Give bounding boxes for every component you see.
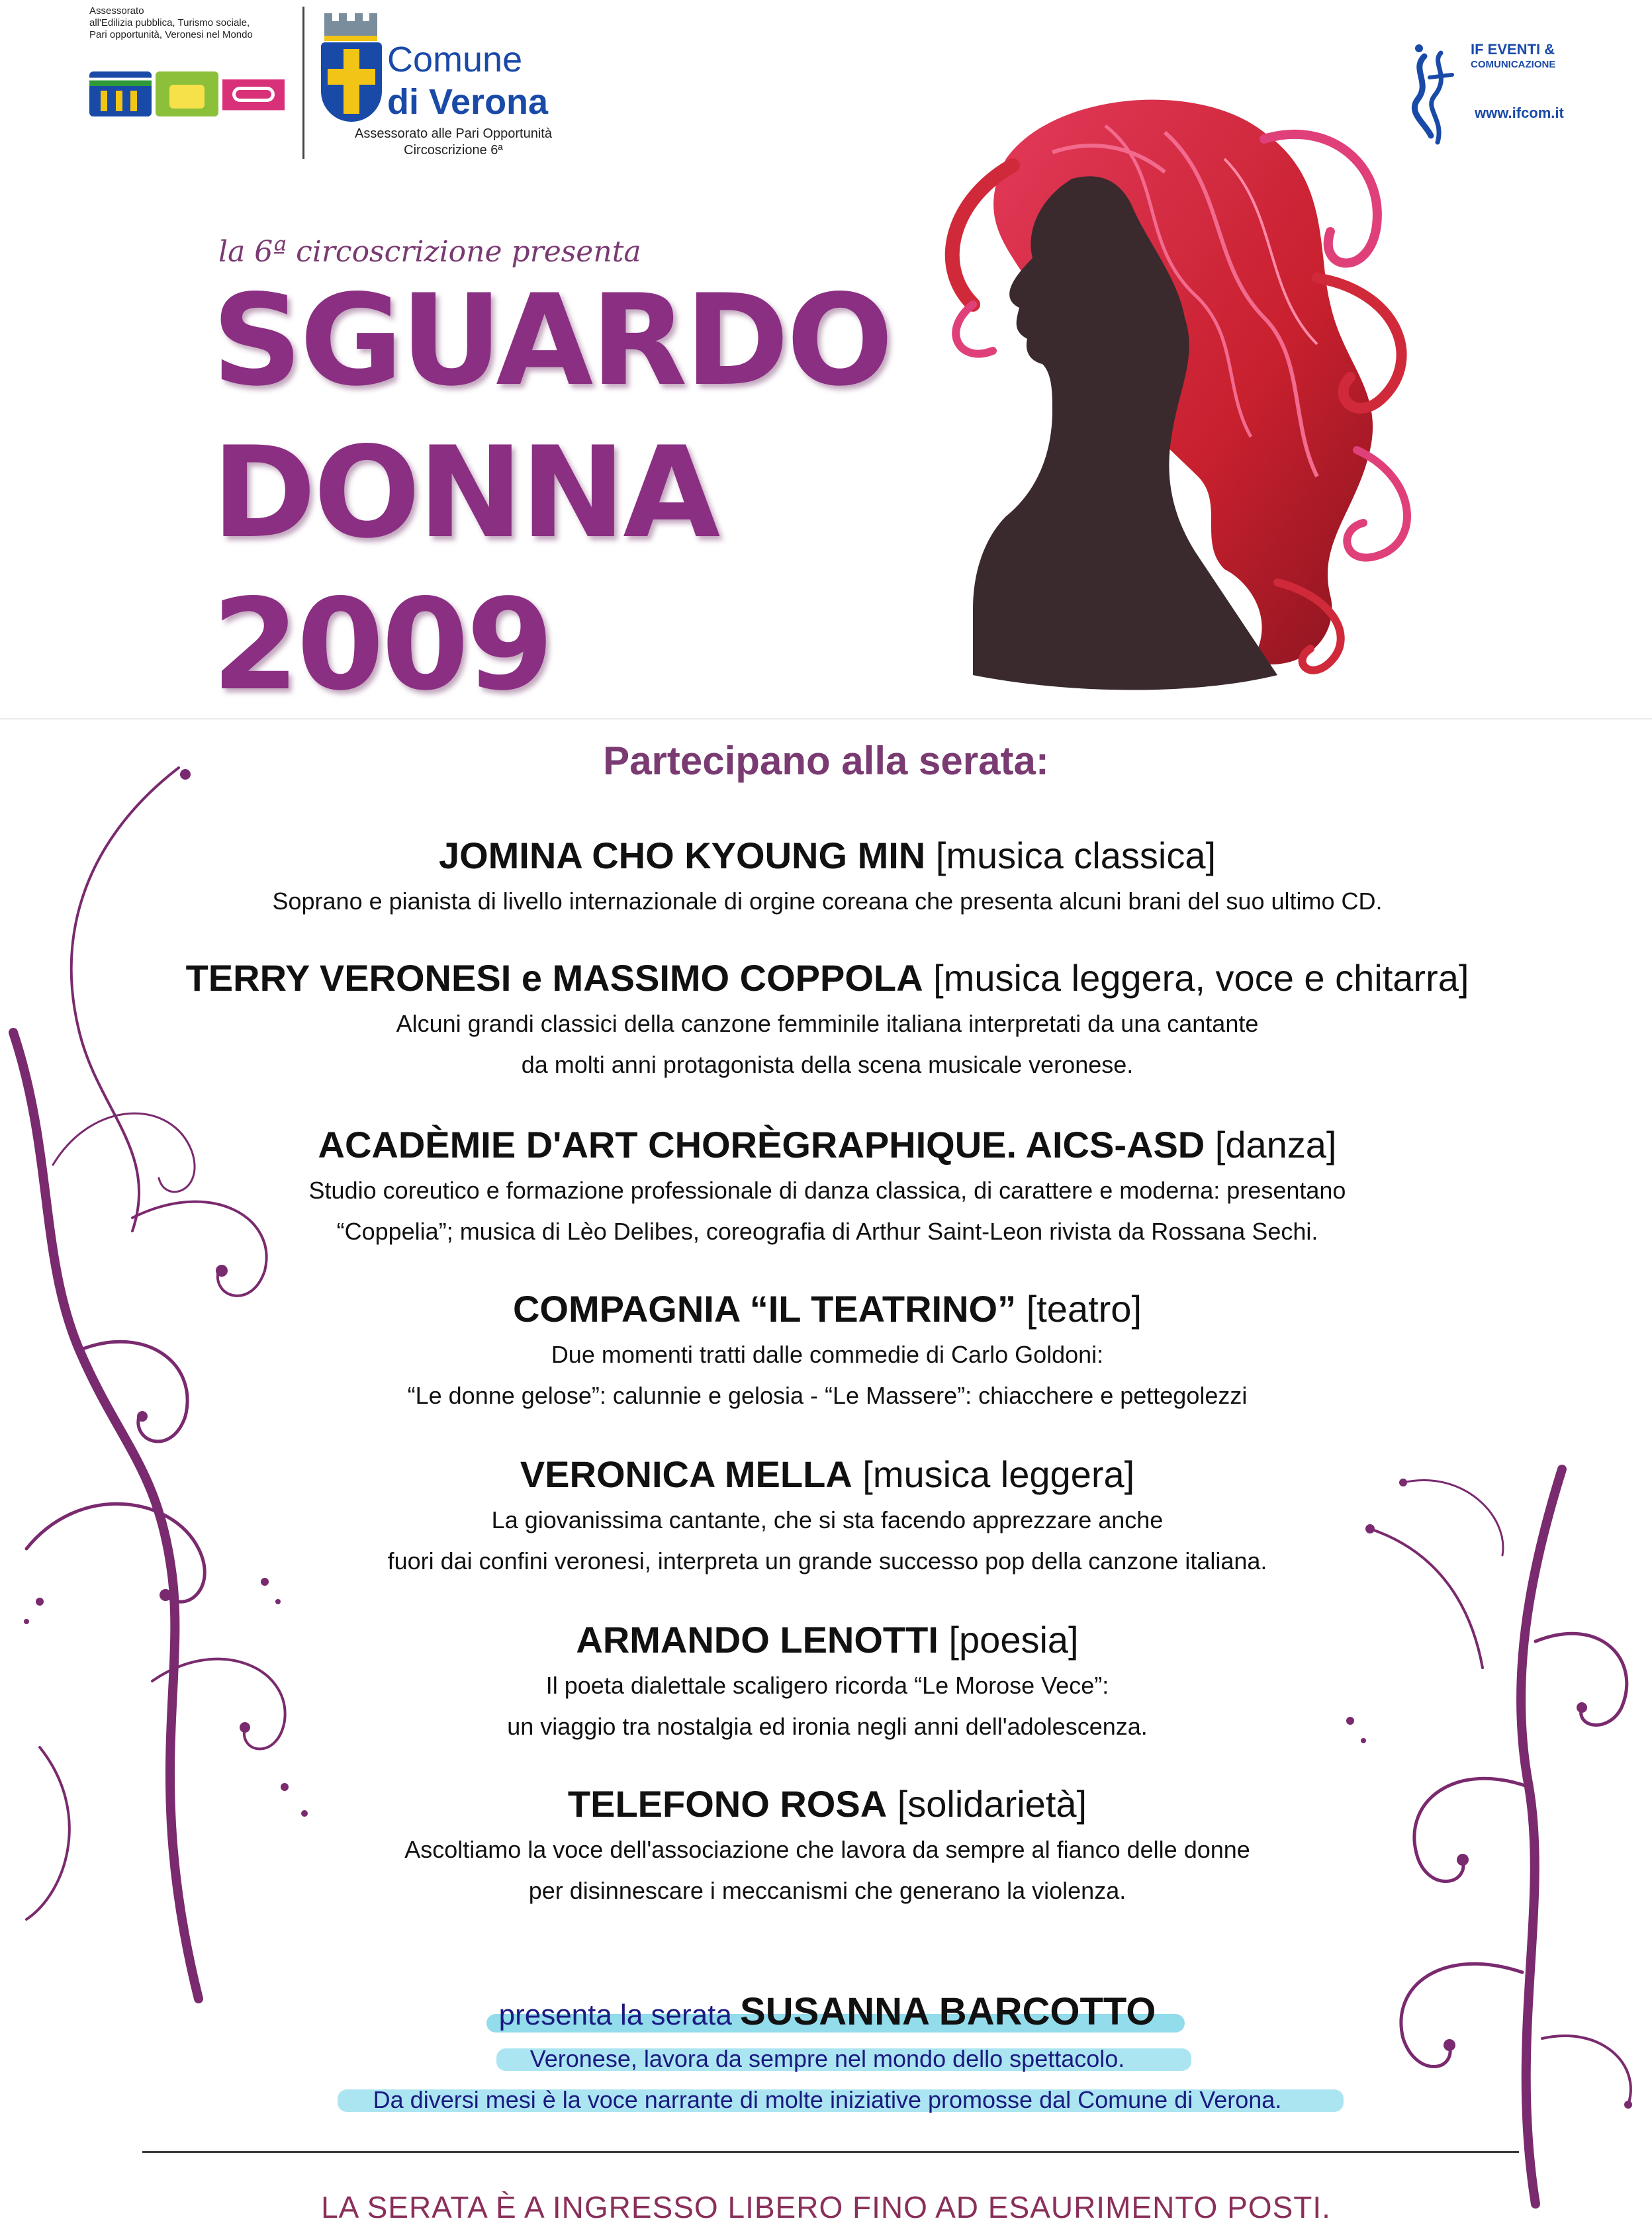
participant-category: [musica leggera, voce e chitarra] [933, 957, 1469, 999]
participant-name: TELEFONO ROSA [567, 1783, 888, 1825]
participant-description: fuori dai confini veronesi, interpreta un grande successo pop della canzone italiana. [387, 1547, 1267, 1575]
handshake-icon [222, 71, 285, 116]
shield-cross-icon [321, 42, 382, 122]
presenter-description: Veronese, lavora da sempre nel mondo dello spettacolo. [529, 2045, 1125, 2072]
woman-silhouette-illustration [854, 79, 1449, 715]
participant-description: da molti anni protagonista della scena musicale veronese. [521, 1051, 1134, 1078]
footer-divider [142, 2151, 1519, 2153]
participant-description: Il poeta dialettale scaligero ricorda “Le Morose Vece”: [545, 1672, 1109, 1699]
title-line-1: SGUARDO [212, 267, 891, 414]
assessorato-line: Pari opportunità, Veronesi nel Mondo [89, 29, 253, 40]
assessorato-small-text [89, 5, 288, 41]
participant-name: ARMANDO LENOTTI [576, 1619, 939, 1661]
participant-category: [danza] [1215, 1124, 1337, 1165]
participant-description: “Le donne gelose”: calunnie e gelosia - “Le Massere”: chiacchere e pettegolezzi [407, 1382, 1248, 1409]
page-fold-line [0, 718, 1652, 721]
participant-7 [165, 1779, 1489, 1911]
participant-category: [solidarietà] [897, 1783, 1087, 1825]
participant-3 [165, 1120, 1489, 1252]
participant-2 [165, 953, 1489, 1085]
participant-category: [poesia] [948, 1619, 1079, 1661]
participant-5 [165, 1449, 1489, 1582]
participant-4 [165, 1284, 1489, 1416]
presenter-block [165, 1989, 1489, 2121]
assessorato-line: Assessorato [89, 5, 144, 17]
participant-description: Due momenti tratti dalle commedie di Carlo Goldoni: [551, 1341, 1104, 1368]
presenter-prefix: presenta la serata [498, 1999, 732, 2031]
participant-description: un viaggio tra nostalgia ed ironia negli anni dell'adolescenza. [507, 1713, 1148, 1740]
assessorato-logo-tiles [89, 71, 285, 116]
footer-notice: LA SERATA È A INGRESSO LIBERO FINO AD ESAURIMENTO POSTI. [321, 2190, 1331, 2224]
comune-sub-line: Assessorato alle Pari Opportunità [355, 126, 552, 141]
intro-text: la 6ª circoscrizione presenta [218, 235, 641, 269]
comune-di-verona-logo [387, 38, 548, 123]
participant-name: ACADÈMIE D'ART CHORÈGRAPHIQUE. AICS-ASD [318, 1124, 1205, 1165]
section-heading: Partecipano alla serata: [603, 739, 1049, 783]
participant-description: Ascoltiamo la voce dell'associazione che lavora da sempre al fianco delle donne [404, 1836, 1250, 1863]
participant-category: [musica leggera] [862, 1453, 1135, 1495]
participant-description: Alcuni grandi classici della canzone femminile italiana interpretati da una cantante [396, 1010, 1259, 1037]
title-line-3: 2009 [212, 572, 551, 718]
bag-icon [156, 71, 218, 116]
participant-description: “Coppelia”; musica di Lèo Delibes, coreografia di Arthur Saint-Leon rivista da Rossana Sechi. [336, 1218, 1318, 1245]
column-icon [89, 71, 152, 116]
presenter-name: SUSANNA BARCOTTO [740, 1990, 1156, 2033]
participant-description: La giovanissima cantante, che si sta facendo apprezzare anche [491, 1506, 1164, 1533]
if-website: www.ifcom.it [1475, 105, 1564, 121]
assessorato-line: all'Edilizia pubblica, Turismo sociale, [89, 17, 250, 28]
verona-label: di Verona [387, 82, 549, 122]
if-title: IF EVENTI & [1471, 41, 1555, 58]
participant-name: VERONICA MELLA [520, 1453, 852, 1495]
presenter-description: Da diversi mesi è la voce narrante di molte iniziative promosse dal Comune di Verona. [373, 2086, 1282, 2113]
crown-icon [321, 8, 381, 44]
comune-sub-line: Circoscrizione 6ª [404, 143, 503, 158]
comune-label: Comune [387, 40, 523, 79]
title-line-2: DONNA [212, 420, 718, 566]
participant-category: [musica classica] [935, 835, 1216, 876]
participant-description: Soprano e pianista di livello internazionale di orgine coreana che presenta alcuni brani del suo ultimo CD. [272, 888, 1383, 915]
header-divider [302, 7, 304, 159]
comune-subtitle [314, 126, 592, 159]
if-eventi-logo-text [1471, 41, 1555, 71]
participant-name: TERRY VERONESI e MASSIMO COPPOLA [185, 957, 923, 999]
participant-name: JOMINA CHO KYOUNG MIN [438, 835, 926, 876]
participant-category: [teatro] [1026, 1288, 1142, 1330]
participant-description: per disinnescare i meccanismi che generano la violenza. [528, 1877, 1126, 1904]
participant-description: Studio coreutico e formazione professionale di danza classica, di carattere e moderna: presentano [308, 1177, 1346, 1204]
participant-1 [165, 831, 1489, 922]
if-subtitle: COMUNICAZIONE [1471, 59, 1556, 70]
participant-6 [165, 1615, 1489, 1747]
participant-name: COMPAGNIA “IL TEATRINO” [512, 1288, 1017, 1330]
